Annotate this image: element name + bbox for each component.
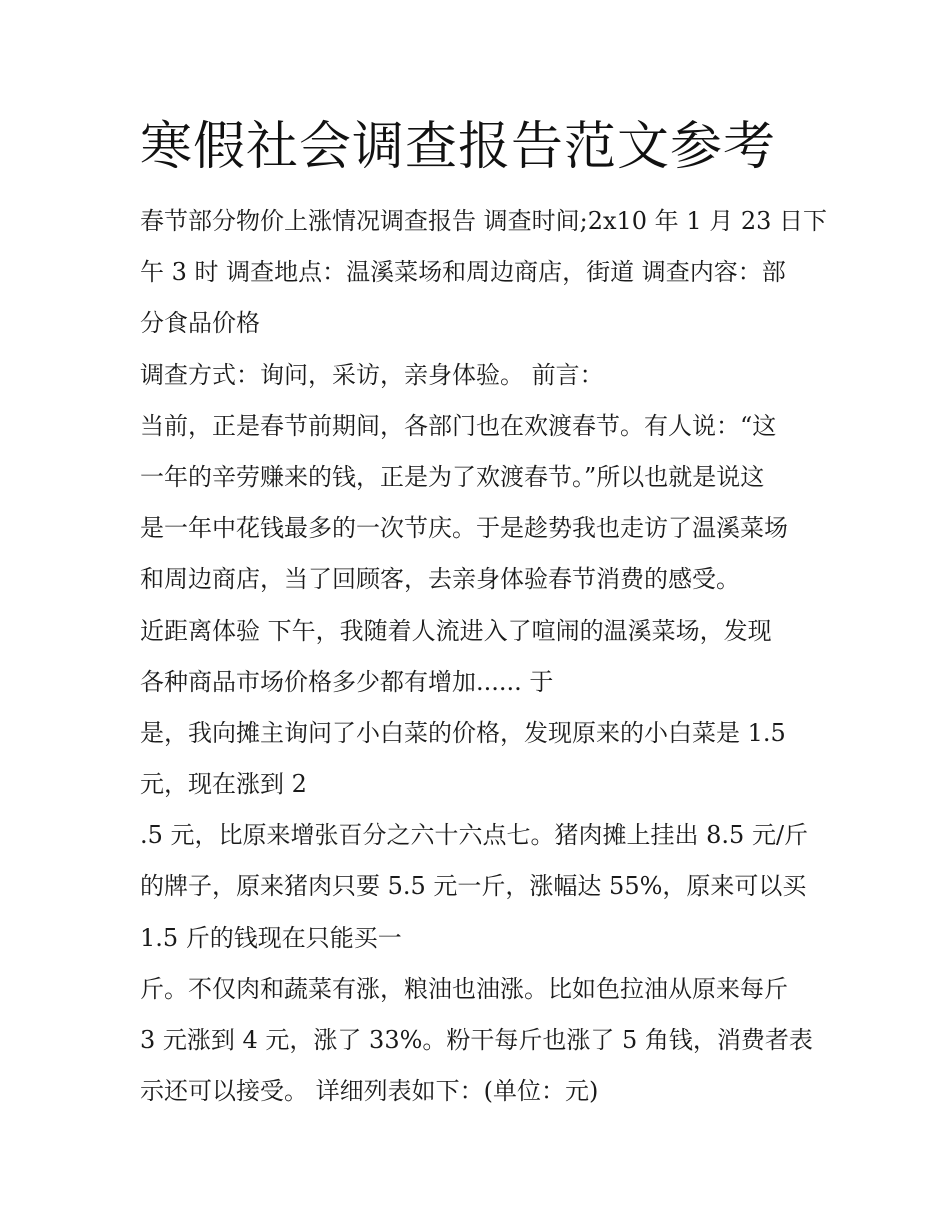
document-title: 寒假社会调查报告范文参考 <box>140 117 777 177</box>
body-line: 一年的辛劳赚来的钱，正是为了欢渡春节。”所以也就是说这 <box>140 462 765 491</box>
body-line: 1.5 斤的钱现在只能买一 <box>140 923 402 952</box>
body-line: 斤。不仅肉和蔬菜有涨，粮油也油涨。比如色拉油从原来每斤 <box>140 974 788 1003</box>
body-line: 近距离体验 下午，我随着人流进入了喧闹的温溪菜场，发现 <box>140 616 772 645</box>
body-line: 当前，正是春节前期间，各部门也在欢渡春节。有人说：“这 <box>140 411 777 440</box>
body-line: 是，我向摊主询问了小白菜的价格，发现原来的小白菜是 1.5 <box>140 718 786 747</box>
body-line: 元，现在涨到 2 <box>140 770 307 799</box>
body-line: 3 元涨到 4 元，涨了 33%。粉干每斤也涨了 5 角钱，消费者表 <box>140 1026 813 1054</box>
document-body <box>140 196 828 1117</box>
body-line: 各种商品市场价格多少都有增加...... 于 <box>140 667 554 696</box>
body-line: 示还可以接受。 详细列表如下：(单位：元) <box>140 1077 599 1106</box>
body-line: 午 3 时 调查地点：温溪菜场和周边商店，街道 调查内容：部 <box>140 258 786 287</box>
body-line: 分食品价格 <box>140 309 260 338</box>
body-line: .5 元，比原来增张百分之六十六点七。猪肉摊上挂出 8.5 元/斤 <box>140 821 809 850</box>
body-line: 的牌子，原来猪肉只要 5.5 元一斤，涨幅达 55%，原来可以买 <box>140 872 807 901</box>
body-line: 和周边商店，当了回顾客，去亲身体验春节消费的感受。 <box>140 565 740 594</box>
body-line: 是一年中花钱最多的一次节庆。于是趁势我也走访了温溪菜场 <box>140 514 788 543</box>
body-line: 调查方式：询问，采访，亲身体验。 前言： <box>140 360 604 389</box>
body-line: 春节部分物价上涨情况调查报告 调查时间;2x10 年 1 月 23 日下 <box>140 207 828 235</box>
